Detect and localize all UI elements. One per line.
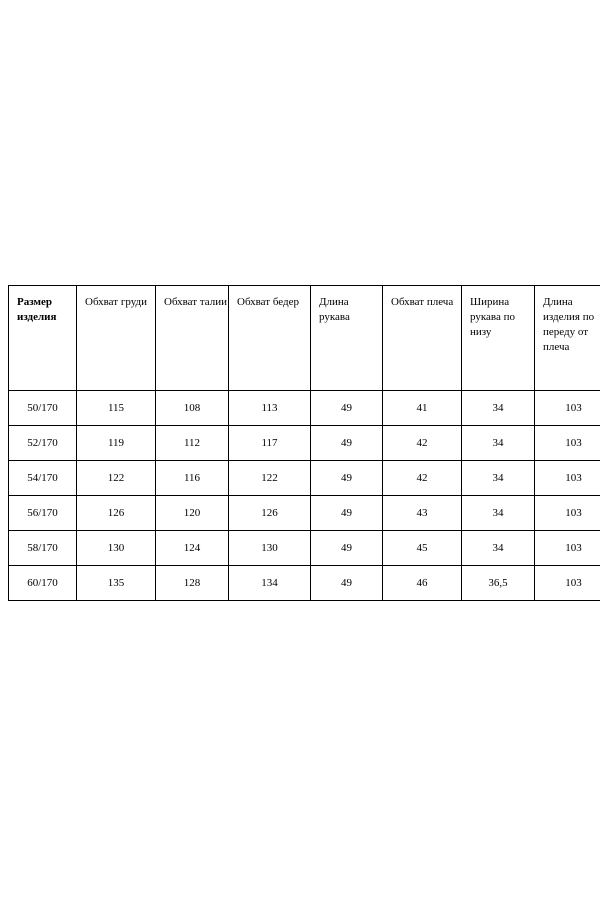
cell-shoulder-girth: 42 bbox=[383, 426, 462, 461]
cell-sleeve-length: 49 bbox=[311, 426, 383, 461]
cell-sleeve-bottom-width: 34 bbox=[462, 531, 535, 566]
table-body bbox=[9, 391, 600, 601]
cell-sleeve-bottom-width: 36,5 bbox=[462, 566, 535, 601]
cell-size: 50/170 bbox=[9, 391, 77, 426]
cell-front-length: 103 bbox=[535, 426, 600, 461]
cell-chest: 119 bbox=[77, 426, 156, 461]
table-header bbox=[9, 286, 600, 391]
cell-front-length: 103 bbox=[535, 391, 600, 426]
cell-sleeve-length: 49 bbox=[311, 391, 383, 426]
cell-sleeve-length: 49 bbox=[311, 496, 383, 531]
cell-waist: 108 bbox=[156, 391, 229, 426]
column-header-front-length: Длина изделия по переду от плеча bbox=[535, 286, 600, 391]
cell-sleeve-length: 49 bbox=[311, 531, 383, 566]
cell-size: 52/170 bbox=[9, 426, 77, 461]
cell-front-length: 103 bbox=[535, 461, 600, 496]
cell-sleeve-bottom-width: 34 bbox=[462, 426, 535, 461]
cell-hips: 117 bbox=[229, 426, 311, 461]
cell-size: 54/170 bbox=[9, 461, 77, 496]
cell-shoulder-girth: 45 bbox=[383, 531, 462, 566]
size-table bbox=[8, 285, 600, 601]
table-row bbox=[9, 391, 600, 426]
column-header-shoulder-girth: Обхват плеча bbox=[383, 286, 462, 391]
cell-waist: 112 bbox=[156, 426, 229, 461]
cell-sleeve-bottom-width: 34 bbox=[462, 391, 535, 426]
column-header-size: Размер изделия bbox=[9, 286, 77, 391]
cell-size: 58/170 bbox=[9, 531, 77, 566]
cell-chest: 122 bbox=[77, 461, 156, 496]
cell-chest: 130 bbox=[77, 531, 156, 566]
column-header-sleeve-length: Длина рукава bbox=[311, 286, 383, 391]
cell-sleeve-bottom-width: 34 bbox=[462, 496, 535, 531]
cell-waist: 124 bbox=[156, 531, 229, 566]
cell-hips: 134 bbox=[229, 566, 311, 601]
table-row bbox=[9, 531, 600, 566]
cell-shoulder-girth: 43 bbox=[383, 496, 462, 531]
table-row bbox=[9, 426, 600, 461]
cell-chest: 126 bbox=[77, 496, 156, 531]
cell-front-length: 103 bbox=[535, 531, 600, 566]
cell-sleeve-length: 49 bbox=[311, 566, 383, 601]
cell-waist: 128 bbox=[156, 566, 229, 601]
cell-front-length: 103 bbox=[535, 496, 600, 531]
cell-front-length: 103 bbox=[535, 566, 600, 601]
cell-waist: 116 bbox=[156, 461, 229, 496]
cell-hips: 113 bbox=[229, 391, 311, 426]
column-header-waist: Обхват талии bbox=[156, 286, 229, 391]
cell-chest: 135 bbox=[77, 566, 156, 601]
cell-sleeve-bottom-width: 34 bbox=[462, 461, 535, 496]
cell-size: 60/170 bbox=[9, 566, 77, 601]
column-header-sleeve-bottom-width: Ширина рукава по низу bbox=[462, 286, 535, 391]
table-row bbox=[9, 496, 600, 531]
cell-size: 56/170 bbox=[9, 496, 77, 531]
table-row bbox=[9, 566, 600, 601]
size-table-container bbox=[8, 285, 595, 601]
table-header-row bbox=[9, 286, 600, 391]
cell-hips: 126 bbox=[229, 496, 311, 531]
cell-chest: 115 bbox=[77, 391, 156, 426]
table-row bbox=[9, 461, 600, 496]
cell-hips: 130 bbox=[229, 531, 311, 566]
cell-hips: 122 bbox=[229, 461, 311, 496]
cell-shoulder-girth: 41 bbox=[383, 391, 462, 426]
column-header-chest: Обхват груди bbox=[77, 286, 156, 391]
cell-shoulder-girth: 42 bbox=[383, 461, 462, 496]
cell-sleeve-length: 49 bbox=[311, 461, 383, 496]
cell-waist: 120 bbox=[156, 496, 229, 531]
column-header-hips: Обхват бедер bbox=[229, 286, 311, 391]
cell-shoulder-girth: 46 bbox=[383, 566, 462, 601]
